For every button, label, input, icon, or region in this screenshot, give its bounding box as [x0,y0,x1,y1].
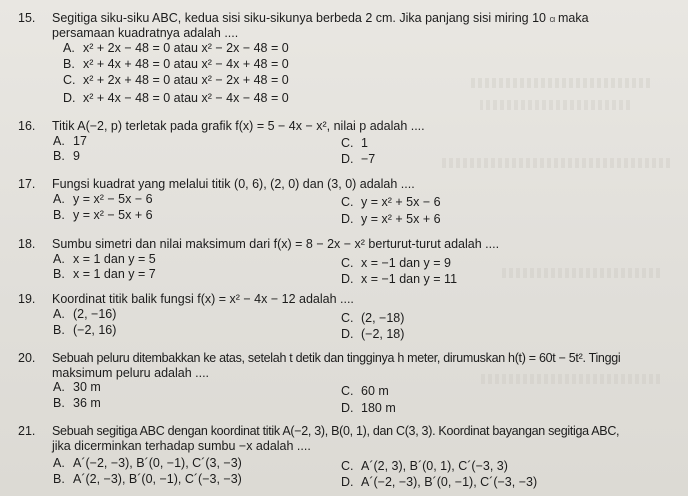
option-label: D. [341,401,354,415]
option-text: y = x² − 5x + 6 [73,208,153,222]
question-number: 16. [18,119,36,133]
bleed-through-text [480,100,630,110]
option-text: A´(2, 3), B´(0, 1), C´(−3, 3) [361,459,508,473]
option-b [53,149,80,164]
question-stem: Titik A(−2, p) terletak pada grafik f(x) = 5 − 4x − x², nilai p adalah .... [52,119,425,133]
option-text: 1 [361,136,368,150]
option-label: B. [53,208,65,222]
option-text: y = x² + 5x − 6 [361,195,441,209]
question-number: 15. [18,11,36,25]
option-text: A´(−2, −3), B´(0, −1), C´(3, −3) [73,456,242,470]
option-label: B. [63,57,75,71]
option-b [53,323,116,338]
option-c [341,195,441,210]
option-c [341,256,451,271]
option-label: A. [53,192,65,206]
option-text: A´(−2, −3), B´(0, −1), C´(−3, −3) [361,475,538,489]
option-text: y = x² − 5x − 6 [73,192,153,206]
option-label: A. [53,456,65,470]
question-stem: Koordinat titik balik fungsi f(x) = x² − 4x − 12 adalah .... [52,292,354,306]
option-label: A. [53,252,65,266]
option-b [53,208,153,223]
question-stem: Sumbu simetri dan nilai maksimum dari f(x) = 8 − 2x − x² berturut-turut adalah .... [52,237,500,251]
option-d [341,475,537,490]
option-label: A. [63,41,75,55]
option-label: C. [341,256,354,270]
question-stem-line2: persamaan kuadratnya adalah .... [52,26,239,40]
option-d [341,212,441,227]
option-text: (2, −16) [73,307,117,321]
option-text: 180 m [361,401,396,415]
option-text: x² + 4x + 48 = 0 atau x² − 4x + 48 = 0 [83,57,289,71]
option-text: (2, −18) [361,311,405,325]
option-text: 60 m [361,384,389,398]
option-a [53,192,153,207]
bleed-through-text [500,268,660,278]
option-text: (−2, 16) [73,323,117,337]
option-b [63,57,289,72]
option-label: C. [341,195,354,209]
option-label: B. [53,149,65,163]
option-text: 36 m [73,396,101,410]
question-stem: Sebuah segitiga ABC dengan koordinat titik A(−2, 3), B(0, 1), dan C(3, 3). Koordinat bayangan segitiga ABC, [52,424,620,438]
option-d [341,272,457,287]
option-label: C. [341,136,354,150]
option-a [63,41,289,56]
option-text: y = x² + 5x + 6 [361,212,441,226]
question-number: 19. [18,292,36,306]
option-label: C. [341,384,354,398]
option-label: D. [341,327,354,341]
question-stem: Fungsi kuadrat yang melalui titik (0, 6), (2, 0) dan (3, 0) adalah .... [52,177,415,191]
option-c [341,459,508,474]
question-number: 20. [18,351,36,365]
option-label: C. [63,73,76,87]
option-label: D. [341,212,354,226]
option-a [53,380,101,395]
question-number: 17. [18,177,36,191]
option-a [53,134,87,149]
question-number: 21. [18,424,36,438]
option-label: A. [53,134,65,148]
question-stem-text: maka [557,11,589,25]
option-a [53,307,116,322]
option-text: x² + 2x + 48 = 0 atau x² − 2x + 48 = 0 [83,73,289,87]
option-label: D. [63,91,76,105]
option-label: A. [53,380,65,394]
option-text: 9 [73,149,80,163]
option-c [341,384,389,399]
bleed-through-text [440,158,670,168]
option-text: x = 1 dan y = 7 [73,267,156,281]
option-text: 17 [73,134,87,148]
option-label: C. [341,311,354,325]
bleed-through-text [480,374,660,384]
bleed-through-text [470,78,650,88]
question-number: 18. [18,237,36,251]
option-label: B. [53,267,65,281]
option-c [63,73,289,88]
question-stem-line2: jika dicerminkan terhadap sumbu −x adalah .... [52,439,311,453]
option-b [53,267,156,282]
option-label: D. [341,152,354,166]
option-text: −7 [361,152,376,166]
option-d [63,91,289,106]
question-stem: Sebuah peluru ditembakkan ke atas, setelah t detik dan tingginya h meter, dirumuskan h(t) = 60t − 5t². Tinggi [52,351,621,365]
option-text: (−2, 18) [361,327,405,341]
option-d [341,401,396,416]
option-c [341,311,404,326]
option-c [341,136,368,151]
question-stem [52,11,589,27]
option-b [53,396,101,411]
option-text: x = −1 dan y = 9 [361,256,451,270]
option-b [53,472,242,487]
question-stem-cut-text: cı [549,14,555,24]
option-a [53,456,242,471]
option-label: B. [53,472,65,486]
option-text: x² + 4x − 48 = 0 atau x² − 4x − 48 = 0 [83,91,289,105]
option-label: A. [53,307,65,321]
option-d [341,327,404,342]
option-d [341,152,375,167]
option-a [53,252,156,267]
question-stem-line2: maksimum peluru adalah .... [52,366,210,380]
option-label: D. [341,475,354,489]
option-label: D. [341,272,354,286]
option-text: x = −1 dan y = 11 [361,272,458,286]
option-label: B. [53,323,65,337]
option-label: B. [53,396,65,410]
option-text: x = 1 dan y = 5 [73,252,156,266]
question-stem-text: Segitiga siku-siku ABC, kedua sisi siku-sikunya berbeda 2 cm. Jika panjang sisi miring 10 [52,11,546,25]
option-text: x² + 2x − 48 = 0 atau x² − 2x − 48 = 0 [83,41,289,55]
option-text: A´(2, −3), B´(0, −1), C´(−3, −3) [73,472,242,486]
option-label: C. [341,459,354,473]
option-text: 30 m [73,380,101,394]
